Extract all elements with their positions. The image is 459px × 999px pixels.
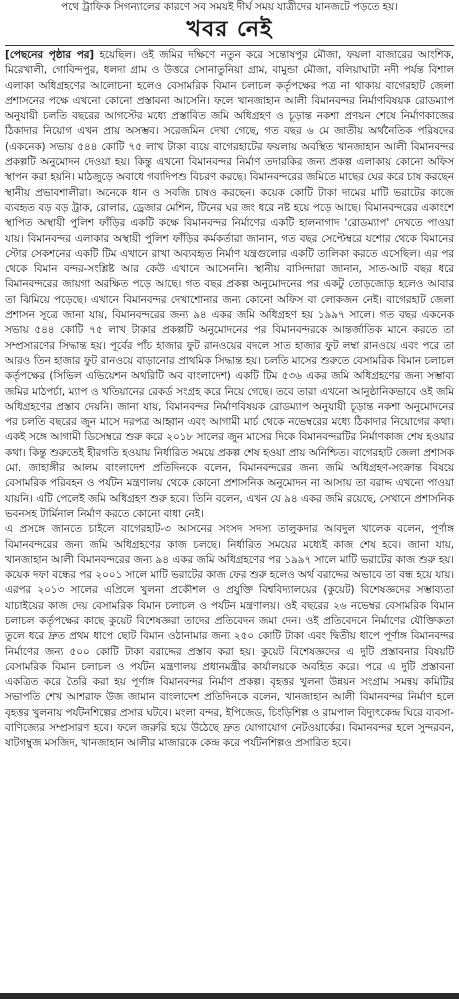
article-paragraph: এ প্রসঙ্গে জানতে চাইলে বাগেরহাট-৩ আসনের সংসদ সদস্য তালুকদার আবদুল খালেক বলেন, পূর্ণাঙ্গ বিমানবন্দরের জন্য জমি অধিগ্রহণের কাজ চলছে। নির্ধারিত সময়ের মধ্যেই কাজ শেষ হবে। জানা যায়, খানজাহান আলী বিমানবন্দরের জন্য ৯৪ একর জমি অধিগ্রহণের পর ১৯৯৭ সালে মাটি ভরাটের কাজ শুরু হয়। কয়েক দফা বন্ধের পর ২০০১ সালে মাটি ভরাটের কাজ ফের শুরু হলেও অর্থ বরাদ্দের অভাবে তা বন্ধ হয়ে যায়। এরপর ২০১৩ সালের এপ্রিলে খুলনা প্রকৌশল ও প্রযুক্তি বিশ্ববিদ্যালয়ের (কুয়েট) বিশেষজ্ঞদের সম্ভাব্যতা যাচাইয়ের কাজ দেয় বেসামরিক বিমান চলাচল ও পর্যটন মন্ত্রণালয়। ওই বছরের ২৬ নভেম্বর বেসামরিক বিমান চলাচল কর্তৃপক্ষের কাছে কুয়েট বিশেষজ্ঞরা তাদের প্রতিবেদন জমা দেন। ওই প্রতিবেদনে নির্মাণের যৌক্তিকতা তুলে ধরে দ্রুত প্রথম ধাপে ছোট বিমান ওঠানামার জন্য ২৫০ কোটি টাকা এবং দ্বিতীয় ধাপে পূর্ণাঙ্গ বিমানবন্দর নির্মাণের জন্য ৫০০ কোটি টাকা বরাদ্দের প্রস্তাব করা হয়। কুয়েট বিশেষজ্ঞদের এ দুটি প্রস্তাবনার বিষয়টি বেসামরিক বিমান চলাচল ও পর্যটন মন্ত্রণালয় প্রধানমন্ত্রীর কার্যালয়কে অবহিত করে। পরে এ দুটি প্রস্তাবনা একত্রিত করে তৈরি করা হয় পূর্ণাঙ্গ বিমানবন্দর নির্মাণ প্রকল্প। বৃহত্তর খুলনা উন্নয়ন সংগ্রাম সমন্বয় কমিটির সভাপতি শেখ আশরাফ উজ জামান বাংলাদেশ প্রতিদিনকে বলেন, খানজাহান আলী বিমানবন্দর নির্মাণ হলে বৃহত্তর খুলনায় পর্যটনশিল্পের প্রসার ঘটবে। মংলা বন্দর, ইপিজেড, চিংড়িশিল্প ও রামপাল বিদ্যুৎকেন্দ্র ঘিরে ব্যবসা-বাণিজ্যের সম্প্রসারণ হবে। ফলে জরুরি হয়ে উঠেছে দ্রুত যোগাযোগ নেটওয়ার্কের। বিমানবন্দর হলে সুন্দরবন, ষাটগম্বুজ মসজিদ, খানজাহান আলীর মাজারকে কেন্দ্র করে পর্যটনশিল্পও প্রসারিত হবে।: [5, 523, 454, 750]
continuation-tag: [পেছনের পৃষ্ঠার পর]: [5, 49, 95, 61]
article-body: [5, 48, 454, 752]
paragraph-text: হয়েছিল। ওই জমির দক্ষিণে নতুন করে সন্তোষপুর মৌজা, ফয়লা বাজারের আংশিক, মিরেখালী, গোবিন্দপুর, ধলদা গ্রাম ও উত্তরে সোনাতুনিয়া গ্রাম, বামুন্ডা মৌজা, বলিয়াঘাটা নদী পর্যন্ত বিশাল এলাকা অধিগ্রহণের আলোচনা হলেও বেসামরিক বিমান চলাচল কর্তৃপক্ষের পত্র না থাকায় বাগেরহাট জেলা প্রশাসনের পক্ষে এখনো কোনো প্রস্তাবনা আসেনি। ফলে খানজাহান আলী বিমানবন্দর নির্মাণবিষয়ক রোডম্যাপ অনুযায়ী চলতি বছরের আগস্টের মধ্যে প্রস্তাবিত জমি অধিগ্রহণ ও চূড়ান্ত নকশা প্রণয়ন শেষে নির্মাণকাজের ঠিকাদার নিয়োগ এখন প্রায় অসম্ভব। সরেজমিন দেখা গেছে, গত বছর ৬ মে জাতীয় অর্থনৈতিক পরিষদের (একনেক) সভায় ৫৪৪ কোটি ৭৫ লাখ টাকা ব্যয়ে বাগেরহাটের ফয়লায় অবস্থিত খানজাহান আলী বিমানবন্দর প্রকল্পটি অনুমোদন দেওয়া হয়। কিন্তু এখনো বিমানবন্দর নির্মাণ তদারকির জন্য প্রকল্প এলাকায় কোনো অফিস স্থাপন করা হয়নি। মাঠজুড়ে অবাধে গবাদিপশু বিচরণ করছে। বিমানবন্দরের জমিতে মাছের ঘের করে চাষ করছেন স্থানীয় প্রভাবশালীরা। অনেকে ধান ও সবজি চাষও করছেন। কয়েক কোটি টাকা দামের মাটি ভরাটের কাজে ব্যবহৃত বড় বড় ট্রাক, রোলার, ড্রেজার মেশিন, টিনের ঘর জং ধরে নষ্ট হয়ে পড়ে আছে। বিমানবন্দরের একাংশে স্থাপিত অস্থায়ী পুলিশ ফাঁড়ির একটি কক্ষে বিমানবন্দর নির্মাণের একটি হালনাগাদ 'রোডম্যাপ' দেখতে পাওয়া যায়। বিমানবন্দর এলাকার অস্থায়ী পুলিশ ফাঁড়ির কর্মকর্তারা জানান, গত বছর সেপ্টেম্বরে যশোর থেকে বিমানের স্টোর সেকশনের একটি টিম এখানে রাখা অব্যবহৃত নির্মাণ যন্ত্রগুলোর একটি তালিকা করতে এসেছিল। এর পর থেকে বিমান বন্দর-সংশ্লিষ্ট আর কেউ এখানে আসেননি। স্থানীয় বাসিন্দারা জানান, সাত-আট বছর ধরে বিমানবন্দরের জায়গা অরক্ষিত পড়ে আছে। গত বছর প্রকল্প অনুমোদনের পর একটু তোড়জোড় হলেও আবার তা ঝিমিয়ে পড়েছে। এখানে বিমানবন্দর দেখাশোনার জন্য কোনো অফিস বা লোকজন নেই। বাগেরহাট জেলা প্রশাসন সূত্রে জানা যায়, বিমানবন্দরের জন্য ৯৪ একর জমি অধিগ্রহণ হয় ১৯৯৭ সালে। গত বছর একনেক সভায় ৫৪৪ কোটি ৭৫ লাখ টাকার প্রকল্পটি অনুমোদনের পর বিমানবন্দরকে আন্তর্জাতিক মানে করতে তা সম্প্রসারণের সিদ্ধান্ত হয়। পূর্বের পাঁচ হাজার ফুট রানওয়ের বদলে সাত হাজার ফুট লম্বা রানওয়ে এবং পরে তা আরও তিন হাজার ফুট রানওয়ে বাড়ানোর প্রাথমিক সিদ্ধান্ত হয়। চলতি মাসের শুরুতে বেসামরিক বিমান চলাচল কর্তৃপক্ষের (সিভিল এভিয়েশন অথরিটি অব বাংলাদেশ) একটি টিম ৫৩৬ একর জমি অধিগ্রহণের জন্য সম্ভাব্য জমির মাঠপর্চা, ম্যাপ ও খতিয়ানের রেকর্ড সংগ্রহ করে নিয়ে গেছে। তবে তারা এখনো আনুষ্ঠানিকভাবে ওই জমি অধিগ্রহণের প্রস্তাব দেয়নি। জানা যায়, বিমানবন্দর নির্মাণবিষয়ক রোডম্যাপ অনুযায়ী চূড়ান্ত নকশা অনুমোদনের পর চলতি বছরের জুন মাসে দরপত্র আহ্বান এবং আগামী মার্চ থেকে নভেম্বরের মধ্যে ঠিকাদার নিয়োগের কথা। একই সঙ্গে আগামী ডিসেম্বরে শুরু করে ২০১৮ সালের জুন মাসের দিকে বিমানবন্দরটির নির্মাণকাজ শেষ হওয়ার কথা। কিন্তু শুরুতেই হীরগতি হওয়ায় নির্ধারিত সময়ে প্রকল্প শেষ হওয়া প্রায় অনিশ্চিত। বাগেরহাট জেলা প্রশাসক মো. জাহাঙ্গীর আলম বাংলাদেশ প্রতিদিনকে বলেন, বিমানবন্দরের জন্য জমি অধিগ্রহণ-সংক্রান্ত বিষয়ে বেসামরিক পরিবহন ও পর্যটন মন্ত্রণালয় থেকে কোনো প্রশাসনিক অনুমোদন না আসায় তা বরাদ্দ এখনো পাওয়া যায়নি। এটি পেলেই জমি অধিগ্রহণ শুরু হবে। তিনি বলেন, এখন যে ৯৪ একর জমি রয়েছে, সেখানে প্রশাসনিক ভবনসহ টার্মিনাল নির্মাণ করতে কোনো বাধা নেই।: [5, 49, 455, 520]
article-paragraph: [5, 48, 454, 522]
article-headline: খবর নেই: [186, 16, 273, 42]
continued-text-line: পথে ট্রাফিক সিগন্যালের কারণে সব সময়ই দীর্ঘ সময় যাত্রীদের যানজটে পড়তে হয়।: [61, 1, 398, 13]
headline-divider: [5, 45, 454, 46]
page-edge-bar: [0, 993, 459, 999]
